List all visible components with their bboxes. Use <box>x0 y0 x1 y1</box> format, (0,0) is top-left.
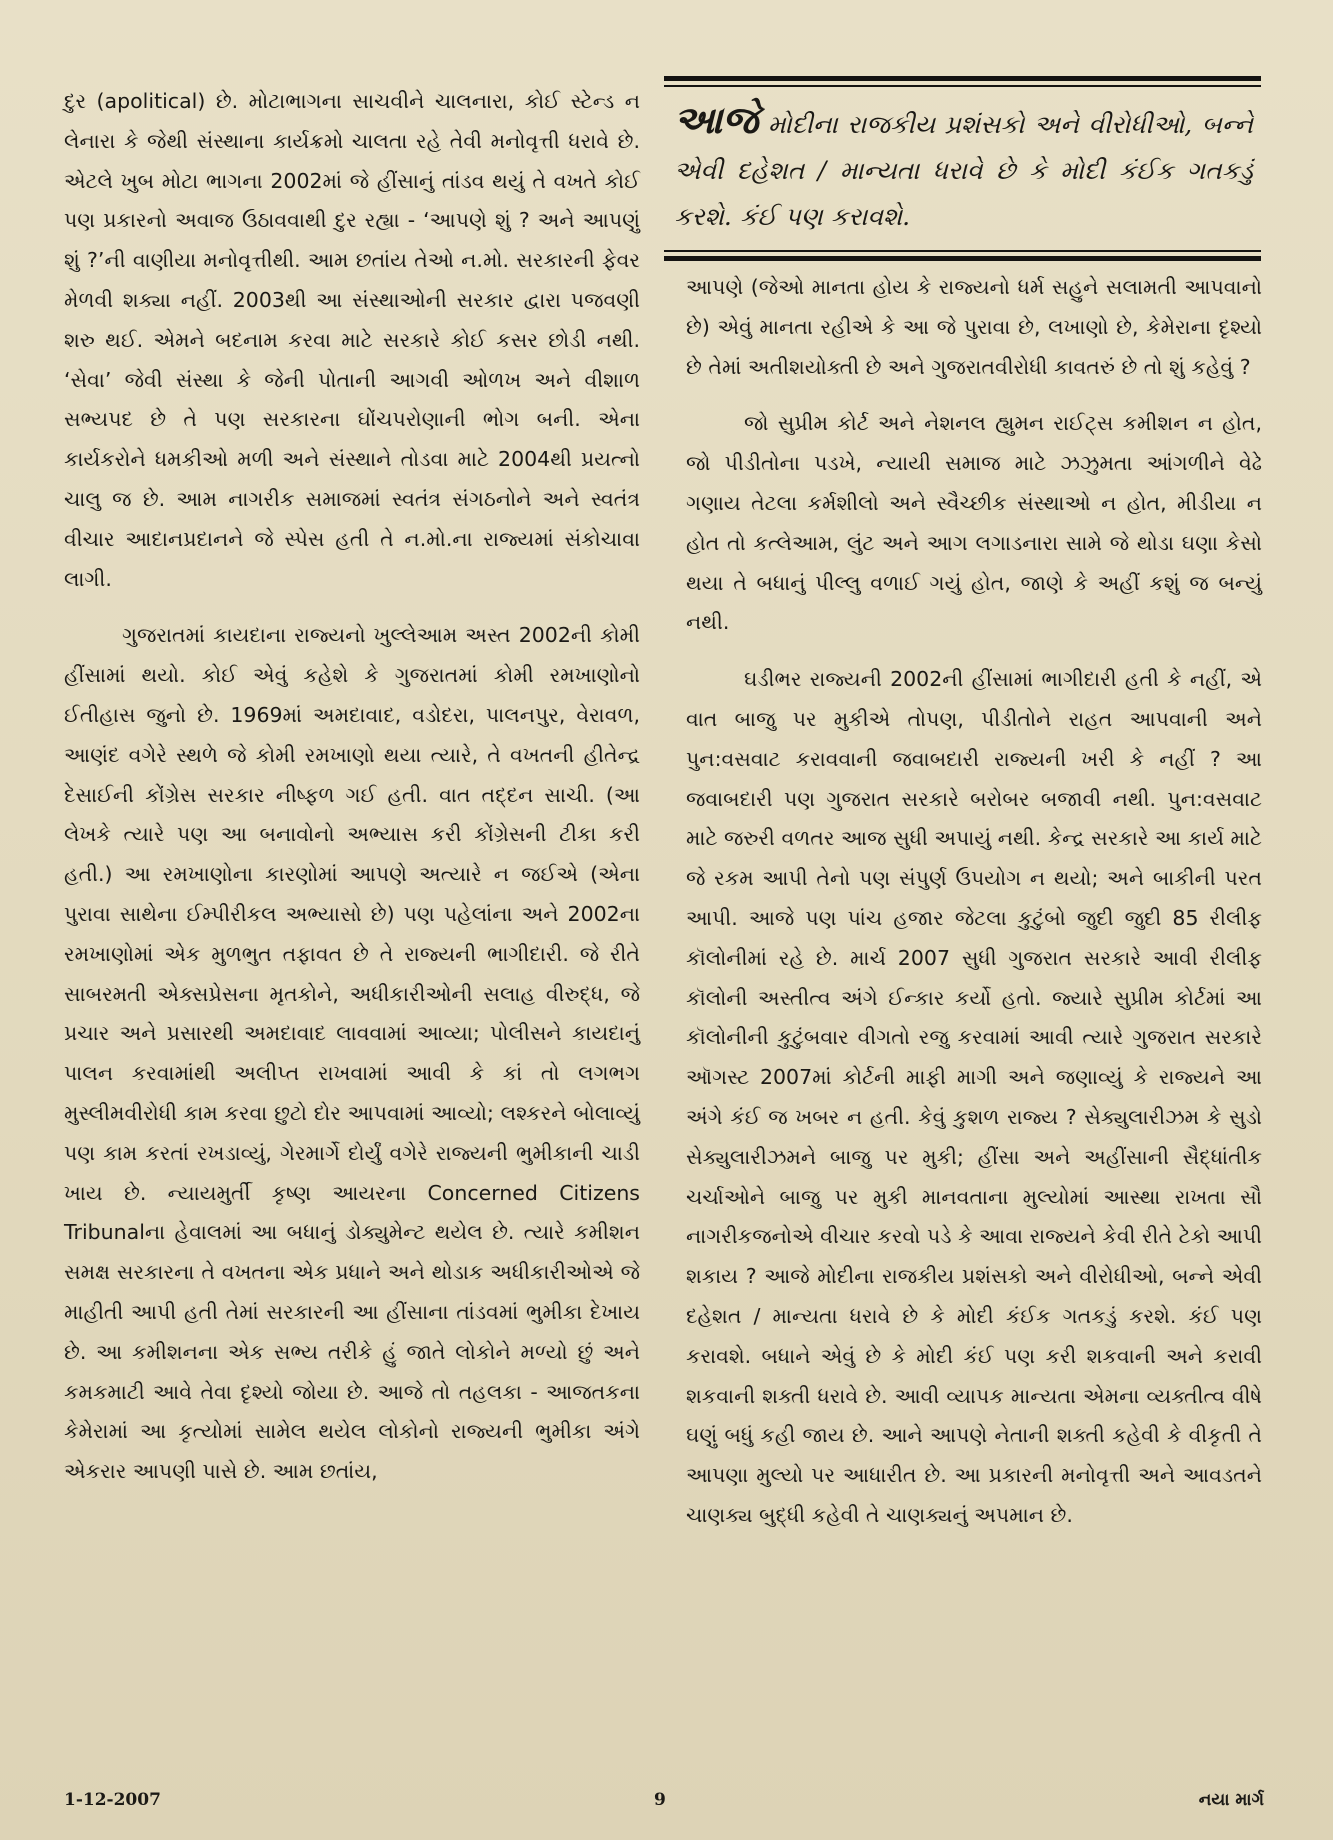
pull-quote-top-rule <box>664 76 1261 81</box>
left-paragraph-1: દુર (apolitical) છે. મોટાભાગના સાચવીને ચાલનારા, કોઈ સ્ટેન્ડ ન લેનારા કે જેથી સંસ્થાના કાર્યક્રમો ચાલતા રહે તેવી મનોવૃત્તી ધરાવે છે. એટલે ખુબ મોટા ભાગના 2002માં જે હીંસાનું તાંડવ થયું તે વખતે કોઈ પણ પ્રકારનો અવાજ ઉઠાવવાથી દુર રહ્યા - ‘આપણે શું ? અને આપણું શું ?’ની વાણીયા મનોવૃત્તીથી. આમ છતાંય તેઓ ન.મો. સરકારની ફેવર મેળવી શક્યા નહીં. 2003થી આ સંસ્થાઓની સરકાર દ્વારા પજવણી શરુ થઈ. એમને બદનામ કરવા માટે સરકારે કોઈ કસર છોડી નથી. ‘સેવા’ જેવી સંસ્થા કે જેની પોતાની આગવી ઓળખ અને વીશાળ સભ્યપદ છે તે પણ સરકારના ઘોંચપરોણાની ભોગ બની. એના કાર્યકરોને ધમકીઓ મળી અને સંસ્થાને તોડવા માટે 2004થી પ્રયત્નો ચાલુ જ છે. આમ નાગરીક સમાજમાં સ્વતંત્ર સંગઠનોને અને સ્વતંત્ર વીચાર આદાનપ્રદાનને જે સ્પેસ હતી તે ન.મો.ના રાજ્યમાં સંકોચાવા લાગી. <box>64 89 640 591</box>
pull-quote-bottom-rule <box>664 256 1261 261</box>
right-paragraph-1: આપણે (જેઓ માનતા હોય કે રાજ્યનો ધર્મ સહુને સલામતી આપવાનો છે) એવું માનતા રહીએ કે આ જે પુરાવા છે, લખાણો છે, કેમેરાના દૃશ્યો છે તેમાં અતીશયોક્તી છે અને ગુજરાતવીરોધી કાવતરું છે તો શું કહેવું ? <box>686 275 1262 379</box>
right-paragraph-3: ઘડીભર રાજ્યની 2002ની હીંસામાં ભાગીદારી હતી કે નહીં, એ વાત બાજુ પર મુકીએ તોપણ, પીડીતોને રાહત આપવાની અને પુન:વસવાટ કરાવવાની જવાબદારી રાજ્યની ખરી કે નહીં ? આ જવાબદારી પણ ગુજરાત સરકારે બરોબર બજાવી નથી. પુન:વસવાટ માટે જરુરી વળતર આજ સુધી અપાયું નથી. કેન્દ્ર સરકારે આ કાર્ય માટે જે રકમ આપી તેનો પણ સંપુર્ણ ઉપયોગ ન થયો; અને બાકીની પરત આપી. આજે પણ પાંચ હજાર જેટલા કુટુંબો જુદી જુદી 85 રીલીફ કૉલોનીમાં રહે છે. માર્ચ 2007 સુધી ગુજરાત સરકારે આવી રીલીફ કૉલોની અસ્તીત્વ અંગે ઈન્કાર કર્યો હતો. જ્યારે સુપ્રીમ કોર્ટમાં આ કૉલોનીની કુટુંબવાર વીગતો રજુ કરવામાં આવી ત્યારે ગુજરાત સરકારે ઑગસ્ટ 2007માં કોર્ટની માફી માગી અને જણાવ્યું કે રાજ્યને આ અંગે કંઈ જ ખબર ન હતી. કેવું કુશળ રાજ્ય ? સેક્યુલારીઝમ કે સુડો સેક્યુલારીઝમને બાજુ પર મુકી; હીંસા અને અહીંસાની સૈદ્ધાંતીક ચર્ચાઓને બાજુ પર મુકી માનવતાના મુલ્યોમાં આસ્થા રાખતા સૌ નાગરીકજનોએ વીચાર કરવો પડે કે આવા રાજ્યને કેવી રીતે ટેકો આપી શકાય ? આજે મોદીના રાજકીય પ્રશંસકો અને વીરોધીઓ, બન્ને એવી દહેશત / માન્યતા ધરાવે છે કે મોદી કંઈક ગતકડું કરશે. કંઈ પણ કરાવશે. બધાને એવું છે કે મોદી કંઈ પણ કરી શકવાની અને કરાવી શકવાની શક્તી ધરાવે છે. આવી વ્યાપક માન્યતા એમના વ્યક્તીત્વ વીષે ઘણું બધું કહી જાય છે. આને આપણે નેતાની શક્તી કહેવી કે વીકૃતી તે આપણા મુલ્યો પર આધારીત છે. આ પ્રકારની મનોવૃત્તી અને આવડતને ચાણક્ય બુદ્ધી કહેવી તે ચાણક્યનું અપમાન છે. <box>686 667 1262 1527</box>
pull-quote-text <box>664 87 1261 250</box>
right-column <box>686 268 1262 1536</box>
publication-name: નયા માર્ગ <box>1198 1790 1264 1810</box>
pull-quote-bottom-thin-rule <box>664 250 1261 252</box>
left-paragraph-2: ગુજરાતમાં કાયદાના રાજ્યનો ખુલ્લેઆમ અસ્ત 2002ની કોમી હીંસામાં થયો. કોઈ એવું કહેશે કે ગુજરાતમાં કોમી રમખાણોનો ઈતીહાસ જુનો છે. 1969માં અમદાવાદ, વડોદરા, પાલનપુર, વેરાવળ, આણંદ વગેરે સ્થળે જે કોમી રમખાણો થયા ત્યારે, તે વખતની હીતેન્દ્ર દેસાઈની કોંગ્રેસ સરકાર નીષ્ફળ ગઈ હતી. વાત તદ્દન સાચી. (આ લેખકે ત્યારે પણ આ બનાવોનો અભ્યાસ કરી કોંગ્રેસની ટીકા કરી હતી.) આ રમખાણોના કારણોમાં આપણે અત્યારે ન જઈએ (એના પુરાવા સાથેના ઈમ્પીરીકલ અભ્યાસો છે) પણ પહેલાંના અને 2002ના રમખાણોમાં એક મુળભુત તફાવત છે તે રાજ્યની ભાગીદારી. જે રીતે સાબરમતી એક્સપ્રેસના મૃતકોને, અધીકારીઓની સલાહ વીરુદ્ધ, જે પ્રચાર અને પ્રસારથી અમદાવાદ લાવવામાં આવ્યા; પોલીસને કાયદાનું પાલન કરવામાંથી અલીપ્ત રાખવામાં આવી કે કાં તો લગભગ મુસ્લીમવીરોધી કામ કરવા છુટો દોર આપવામાં આવ્યો; લશ્કરને બોલાવ્યું પણ કામ કરતાં રખડાવ્યું, ગેરમાર્ગે દોર્યું વગેરે રાજ્યની ભુમીકાની ચાડી ખાય છે. ન્યાયમુર્તી કૃષ્ણ આયરના Concerned Citizens Tribunalના હેવાલમાં આ બધાનું ડોક્યુમેન્ટ થયેલ છે. ત્યારે કમીશન સમક્ષ સરકારના તે વખતના એક પ્રધાને અને થોડાક અધીકારીઓએ જે માહીતી આપી હતી તેમાં સરકારની આ હીંસાના તાંડવમાં ભુમીકા દેખાય છે. આ કમીશનના એક સભ્ય તરીકે હું જાતે લોકોને મળ્યો છું અને કમકમાટી આવે તેવા દૃશ્યો જોયા છે. આજે તો તહલકા - આજતકના કેમેરામાં આ કૃત્યોમાં સામેલ થયેલ લોકોનો રાજ્યની ભુમીકા અંગે એકરાર આપણી પાસે છે. આમ છતાંય, <box>64 623 640 1484</box>
right-paragraph-2: જો સુપ્રીમ કોર્ટ અને નેશનલ હ્યુમન રાઈટ્સ કમીશન ન હોત, જો પીડીતોના પડખે, ન્યાયી સમાજ માટે ઝઝુમતા આંગળીને વેઢે ગણાય તેટલા કર્મશીલો અને સ્વૈચ્છીક સંસ્થાઓ ન હોત, મીડીયા ન હોત તો કત્લેઆમ, લુંટ અને આગ લગાડનારા સામે જે થોડા ઘણા કેસો થયા તે બધાનું પીલ્લુ વળાઈ ગયું હોત, જાણે કે અહીં કશું જ બન્યું નથી. <box>686 411 1262 635</box>
pull-quote-first-word: આજે <box>674 97 759 142</box>
page-footer <box>64 1790 1264 1820</box>
pull-quote-body: મોદીના રાજકીય પ્રશંસકો અને વીરોધીઓ, બન્ને એવી દહેશત / માન્યતા ધરાવે છે કે મોદી કંઈક ગતકડું કરશે. કંઈ પણ કરાવશે. <box>674 110 1253 231</box>
footer-date: 1-12-2007 <box>64 1790 161 1810</box>
left-column <box>64 82 640 1492</box>
page-number: 9 <box>654 1790 666 1810</box>
pull-quote <box>664 76 1261 261</box>
